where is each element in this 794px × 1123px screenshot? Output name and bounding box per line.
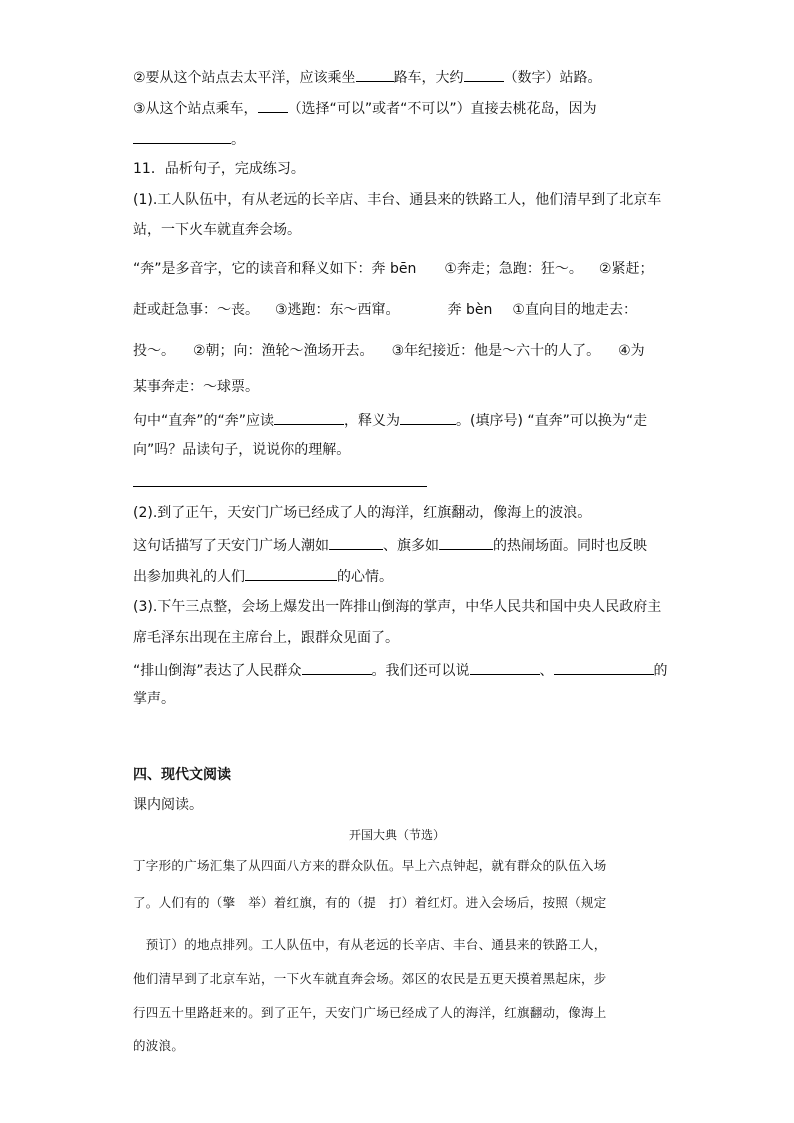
text: 。(填序号) “直奔”可以换为“走 xyxy=(456,413,648,429)
answer-blank[interactable] xyxy=(356,66,394,82)
passage-line: 他们清早到了北京车站，一下火车就直奔会场。郊区的农民是五更天摸着黑起床，步 xyxy=(133,971,607,986)
text: 的心情。 xyxy=(337,569,393,585)
text: ②要从这个站点去太平洋，应该乘坐 xyxy=(133,70,356,86)
text: 。我们还可以说 xyxy=(371,663,470,679)
answer-blank[interactable] xyxy=(329,534,383,550)
q11-header: 11．品析句子，完成练习。 xyxy=(133,161,305,177)
q11-question-line2: 向”吗？品读句子，说说你的理解。 xyxy=(133,442,351,458)
text: 的热闹场面。同时也反映 xyxy=(493,538,647,554)
q11-s2-line2 xyxy=(133,534,647,556)
answer-blank[interactable] xyxy=(245,565,337,581)
text: ④为 xyxy=(618,343,645,359)
answer-blank[interactable] xyxy=(464,66,504,82)
text: 投～。 xyxy=(133,343,175,359)
q11-s2-line3 xyxy=(133,565,393,587)
q11-s3-line4: 掌声。 xyxy=(133,691,175,707)
text: ，释义为 xyxy=(344,413,401,429)
text: 路车，大约 xyxy=(393,70,464,86)
q10-item3-cont xyxy=(133,128,245,150)
q10-item2 xyxy=(133,66,602,88)
text: 赶或赶急事：～丧。 xyxy=(133,302,259,318)
passage-line: 了。人们有的（擎 举）着红旗，有的（提 打）着红灯。进入会场后，按照（规定 xyxy=(133,895,607,910)
text: 。 xyxy=(231,132,245,148)
text: 奔 bèn xyxy=(447,302,493,318)
answer-line[interactable] xyxy=(133,486,427,487)
def-line4: 某事奔走：～球票。 xyxy=(133,379,259,395)
text: 、 xyxy=(539,663,554,679)
def-line2 xyxy=(133,300,637,320)
q11-s3-line2: 席毛泽东出现在主席台上，跟群众见面了。 xyxy=(133,630,399,646)
answer-blank[interactable] xyxy=(274,409,344,425)
text: “奔”是多音字，它的读音和释义如下：奔 bēn xyxy=(133,261,417,277)
passage-line: 丁字形的广场汇集了从四面八方来的群众队伍。早上六点钟起，就有群众的队伍入场 xyxy=(133,858,607,873)
text: 出参加典礼的人们 xyxy=(133,569,245,585)
section-subheading: 课内阅读。 xyxy=(133,797,203,813)
q11-s1-line1: (1).工人队伍中，有从老远的长辛店、丰台、通县来的铁路工人，他们清早到了北京车 xyxy=(133,192,662,208)
text: 句中“直奔”的“奔”应读 xyxy=(133,413,275,429)
answer-blank[interactable] xyxy=(470,659,540,675)
text: “排山倒海”表达了人民群众 xyxy=(133,663,302,679)
text: 的 xyxy=(653,663,668,679)
text: ③从这个站点乘车， xyxy=(133,101,258,117)
text: （选择“可以”或者“不可以”）直接去桃花岛，因为 xyxy=(287,101,597,117)
answer-blank[interactable] xyxy=(133,128,231,144)
answer-blank[interactable] xyxy=(400,409,456,425)
def-line1 xyxy=(133,259,653,279)
q10-item3 xyxy=(133,97,597,119)
answer-blank[interactable] xyxy=(258,97,288,113)
text: ③逃跑：东～西窜。 xyxy=(275,302,400,318)
text: ①直向目的地走去： xyxy=(512,302,637,318)
text: ②朝；向：渔轮～渔场开去。 xyxy=(193,343,374,359)
q11-s3-line3 xyxy=(133,659,668,681)
text: ③年纪接近：他是～六十的人了。 xyxy=(391,343,601,359)
answer-blank[interactable] xyxy=(554,659,654,675)
text: ①奔走；急跑：狂～。 xyxy=(444,261,583,277)
answer-blank[interactable] xyxy=(302,659,372,675)
text: 这句话描写了天安门广场人潮如 xyxy=(133,538,329,554)
q11-s1-line2: 站，一下火车就直奔会场。 xyxy=(133,222,301,238)
q11-s3-line1: (3).下午三点整，会场上爆发出一阵排山倒海的掌声，中华人民共和国中央人民政府主 xyxy=(133,599,662,615)
passage-title: 开国大典（节选） xyxy=(348,828,445,842)
passage-line: 预订）的地点排列。工人队伍中，有从老远的长辛店、丰台、通县来的铁路工人， xyxy=(133,937,607,952)
q11-s2-line1: (2).到了正午，天安门广场已经成了人的海洋，红旗翻动，像海上的波浪。 xyxy=(133,505,592,521)
q11-question-line1 xyxy=(133,409,647,431)
text: （数字）站路。 xyxy=(503,70,602,86)
def-line3 xyxy=(133,341,645,361)
answer-blank[interactable] xyxy=(439,534,493,550)
text: ②紧赶； xyxy=(598,261,654,277)
text: 、旗多如 xyxy=(383,538,439,554)
passage-line: 的波浪。 xyxy=(133,1038,185,1053)
passage-line: 行四五十里路赶来的。到了正午，天安门广场已经成了人的海洋，红旗翻动，像海上 xyxy=(133,1005,607,1020)
section-heading: 四、现代文阅读 xyxy=(133,767,231,783)
